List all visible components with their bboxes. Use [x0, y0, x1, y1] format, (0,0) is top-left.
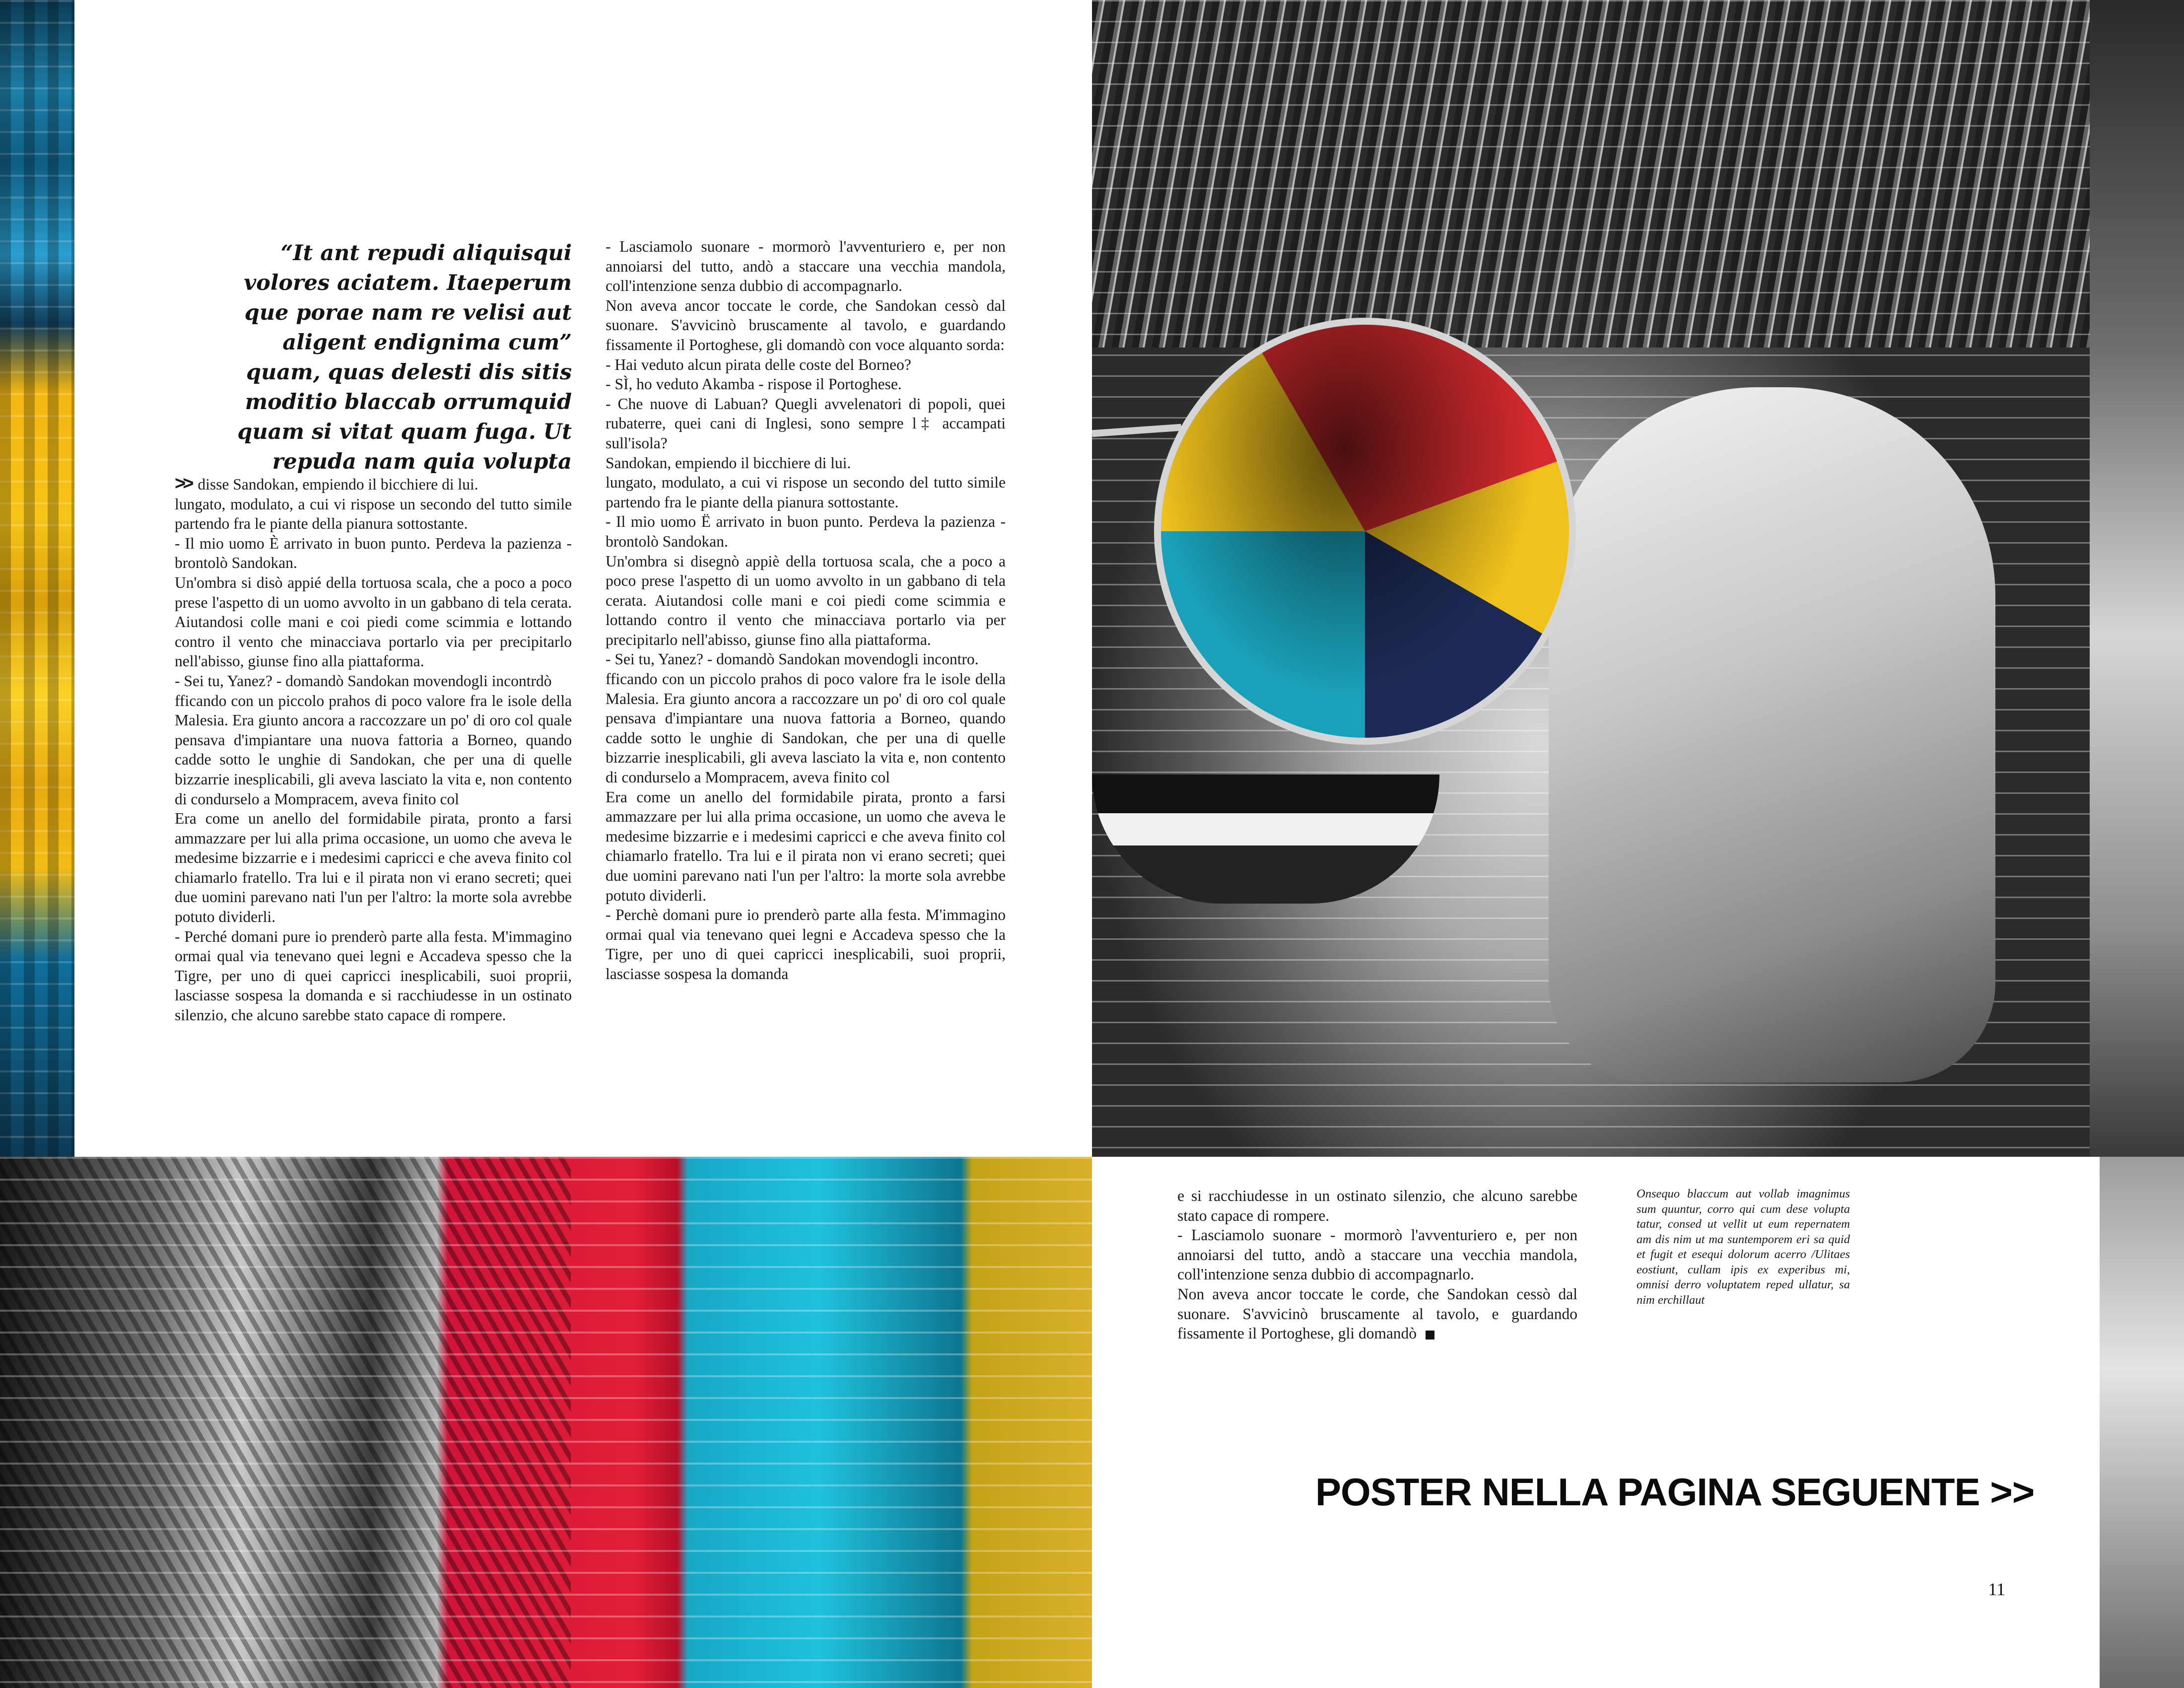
column-paragraph: - Perché domani pure io prenderò parte alla festa. M'immagino ormai qual via tenevano quei legni e Accadeva spesso che la Tigre, per uno di quei capricci inesplicabili, suoi proprii, lasciasse sospesa la domanda e si racchiudesse in un ostinato silenzio, che alcuno sarebbe stato capace di rompere.	[175, 927, 572, 1024]
lead-chevron-icon: >>	[175, 473, 191, 494]
column-paragraph: - Hai veduto alcun pirata delle coste del Borneo?	[606, 355, 911, 373]
column-paragraph: - Lasciamolo suonare - mormorò l'avventuriero e, per non annoiarsi del tutto, andò a staccare una vecchia mandola, coll'intenzione senza dubbio di accompagnarlo.	[1177, 1226, 1577, 1283]
article-column-1	[175, 474, 572, 1025]
column-paragraph: e si racchiudesse in un ostinato silenzio, che alcuno sarebbe stato capace di rompere.	[1177, 1187, 1577, 1224]
page-number: 11	[1988, 1579, 2005, 1599]
photo-right-edge	[2100, 1157, 2184, 1688]
photo-colored-lens	[1154, 318, 1576, 745]
column-paragraph: - Il mio uomo È arrivato in buon punto. Perdeva la pazienza - brontolò Sandokan.	[175, 534, 572, 572]
paragraph-text: Non aveva ancor toccate le corde, che Sandokan cessò dal suonare. S'avvicinò bruscamente al tavolo, e guardando fissamente il Portoghese, gli domandò	[1177, 1285, 1577, 1342]
photo-street-edge	[2090, 0, 2184, 1157]
column-paragraph: - Perchè domani pure io prenderò parte alla festa. M'immagino ormai qual via tenevano quei legni e Accadeva spesso che la Tigre, per uno di quei capricci inesplicabili, suoi proprii, lasciasse sospesa la domanda	[606, 906, 1006, 983]
column-paragraph: fficando con un piccolo prahos di poco valore fra le isole della Malesia. Era giunto ancora a raccozzare un po' di oro col quale pensava d'impiantare una nuova fattoria a Borneo, quando cadde sotto le unghie di Sandokan, che per una di quelle bizzarrie inesplicabili, gli aveva lasciato la vita e, non contento di condurselo a Mompracem, aveva finito col	[175, 692, 572, 808]
column-paragraph: Era come un anello del formidabile pirata, pronto a farsi ammazzare per lui alla prima occasione, un uomo che aveva le medesime bizzarrie e i medesimi capricci e che aveva finito col chiamarlo fratello. Tra lui e il pirata non vi erano secreti; quei due uomini parevano nati l'un per l'altro: la morte sola avrebbe potuto dividerli.	[606, 788, 1006, 904]
photo-brick-texture-bottom	[0, 1157, 1092, 1688]
column-paragraph: Sandokan, empiendo il bicchiere di lui.	[606, 454, 851, 472]
street-art-photo-closeup	[0, 1157, 1092, 1688]
column-paragraph: Era come un anello del formidabile pirata, pronto a farsi ammazzare per lui alla prima occasione, un uomo che aveva le medesime bizzarrie e i medesimi capricci e che aveva finito col chiamarlo fratello. Tra lui e il pirata non vi erano secreti; quei due uomini parevano nati l'un per l'altro: la morte sola avrebbe potuto dividerli.	[175, 810, 572, 926]
paragraph-text: disse Sandokan, empiendo il bicchiere di lui.	[198, 476, 478, 493]
column-paragraph: - Sei tu, Yanez? - domandò Sandokan movendogli incontro.	[606, 650, 979, 668]
side-note: Onsequo blaccum aut vollab imagnimus sum quuntur, corro qui cum dese volupta tatur, consed ut vellit ut eum repernatem am dis nim ut ma suntemporem eri sa quid et fugit et esequi dolorum acerro /Ulitaes eostiunt, cullam ipis ex experibus mi, omnisi derro voluptatem reped ullatur, sa nim erchillaut	[1637, 1187, 1850, 1307]
pull-quote: “It ant repudi aliquisqui volores aciatem. Itaeperum que porae nam re velisi aut aligent endignima cum” quam, quas delesti dis sitis moditio blaccab orrumquid quam si vitat quam fuga. Ut repuda nam quia volupta	[237, 241, 572, 474]
column-paragraph	[175, 474, 572, 494]
column-paragraph: lungato, modulato, a cui vi rispose un secondo del tutto simile partendo fra le piante della pianura sottostante.	[175, 495, 572, 533]
left-photo-strip	[0, 0, 74, 1157]
end-of-article-square-icon	[1426, 1331, 1434, 1339]
column-paragraph: - Il mio uomo Ë arrivato in buon punto. Perdeva la pazienza - brontolò Sandokan.	[606, 513, 1006, 550]
column-paragraph	[1177, 1284, 1577, 1343]
column-paragraph: Un'ombra si disegnò appiè della tortuosa scala, che a poco a poco prese l'aspetto di un uomo avvolto in un gabbano di tela cerata. Aiutandosi colle mani e coi piedi come scimmia e lottando contro il vento che minacciava portarlo via per precipitarlo nell'abisso, giunse fino alla piattaforma.	[606, 552, 1006, 648]
column-paragraph: Un'ombra si disò appié della tortuosa scala, che a poco a poco prese l'aspetto di un uomo avvolto in un gabbano di tela cerata. Aiutandosi colle mani e coi piedi come scimmia e lottando contro il vento che minacciava portarlo via per precipitarlo nell'abisso, giunse fino alla piattaforma.	[175, 573, 572, 670]
column-paragraph: fficando con un piccolo prahos di poco valore fra le isole della Malesia. Era giunto ancora a raccozzare un po' di oro col quale pensava d'impiantare una nuova fattoria a Borneo, quando cadde sotto le unghie di Sandokan, che per una di quelle bizzarrie inesplicabili, gli aveva lasciato la vita e, non contento di condurselo a Mompracem, aveva finito col	[606, 670, 1006, 786]
article-column-3	[1177, 1186, 1577, 1343]
photo-hand-detail	[1549, 387, 1995, 1082]
column-paragraph: - SÌ, ho veduto Akamba - rispose il Portoghese.	[606, 375, 902, 393]
column-paragraph: - Che nuove di Labuan? Quegli avvelenatori di popoli, quei rubaterre, quei cani di Inglesi, sono sempre l‡ accampati sull'isola?	[606, 395, 1006, 452]
next-page-poster-callout: POSTER NELLA PAGINA SEGUENTE >>	[1315, 1470, 2035, 1514]
column-paragraph: - Sei tu, Yanez? - domandò Sandokan movendogli incontrdò	[175, 672, 552, 690]
column-paragraph: - Lasciamolo suonare - mormorò l'avventuriero e, per non annoiarsi del tutto, andò a staccare una vecchia mandola, coll'intenzione senza dubbio di accompagnarlo.	[606, 238, 1006, 295]
street-art-photo-woman-sunglasses	[1092, 0, 2184, 1157]
column-paragraph: lungato, modulato, a cui vi rispose un secondo del tutto simile partendo fra le piante della pianura sottostante.	[606, 474, 1006, 511]
column-paragraph: Non aveva ancor toccate le corde, che Sandokan cessò dal suonare. S'avvicinò bruscamente al tavolo, e guardando fissamente il Portoghese, gli domandò con voce alquanto sorda:	[606, 296, 1006, 353]
article-column-2	[606, 237, 1006, 984]
